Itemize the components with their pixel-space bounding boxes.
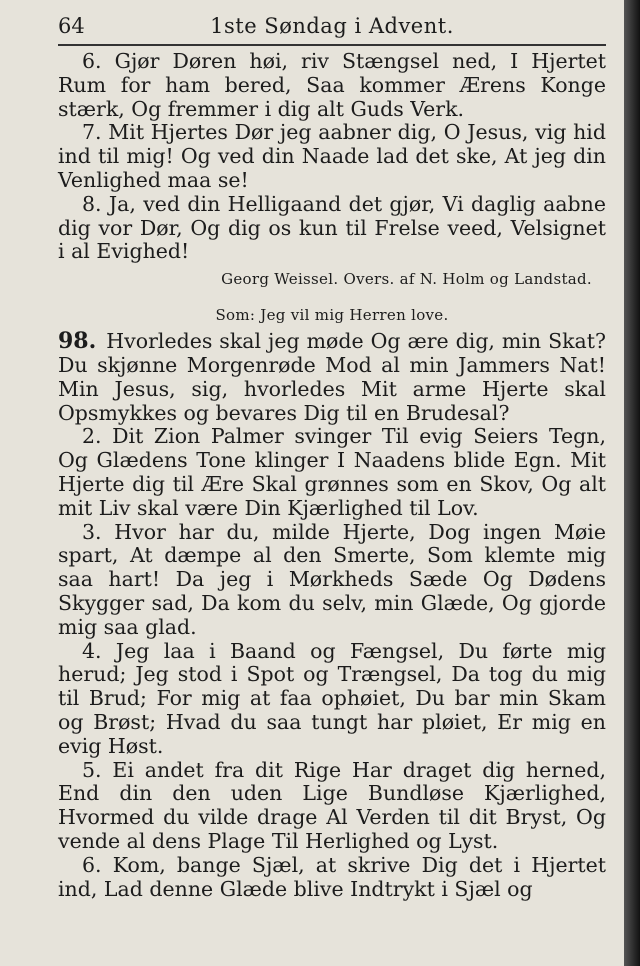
hymn-first-verse-text: Hvorledes skal jeg møde Og ære dig, min Skat? Du skjønne Morgenrøde Mod al min Jammers Nat! Min Jesus, sig, hvorledes Mit arme Hjerte skal Opsmykkes og bevares Dig til en Brudesal? — [58, 329, 606, 425]
verse: 6. Kom, bange Sjæl, at skrive Dig det i Hjertet ind, Lad denne Glæde blive Indtrykt i Sjæl og — [58, 852, 606, 901]
verse: 2. Dit Zion Palmer svinger Til evig Seiers Tegn, Og Glædens Tone klinger I Naadens blide Egn. Mit Hjerte dig til Ære Skal grønnes som en Skov, Og alt mit Liv skal være Din Kjærlighed til Lov. — [58, 424, 606, 520]
page-header — [58, 12, 606, 46]
verse: 7. Mit Hjertes Dør jeg aabner dig, O Jesus, vig hid ind til mig! Og ved din Naade lad det ske, At jeg din Venlighed maa se! — [58, 120, 606, 192]
verse: 4. Jeg laa i Baand og Fængsel, Du førte mig herud; Jeg stod i Spot og Trængsel, Da tog du mig til Brud; For mig at faa ophøiet, Du bar min Skam og Brøst; Hvad du saa tungt har pløiet, Er mig en evig Høst. — [58, 638, 606, 758]
verse: 8. Ja, ved din Helligaand det gjør, Vi daglig aabne dig vor Dør, Og dig os kun til Frelse veed, Velsignet i al Evighed! — [58, 191, 606, 264]
hymn-first-verse — [58, 330, 606, 425]
melody-note: Som: Jeg vil mig Herren love. — [215, 306, 449, 325]
verse: 3. Hvor har du, milde Hjerte, Dog ingen Møie spart, At dæmpe al den Smerte, Som klemte mig saa hart! Da jeg i Mørkheds Sæde Og Dødens Skygger sad, Da kom du selv, min Glæde, Og gjorde mig saa glad. — [58, 519, 606, 639]
verse: 5. Ei andet fra dit Rige Har draget dig herned, End din den uden Lige Bundløse Kjærlighed, Hvormed du vilde drage Al Verden til dit Bryst, Og vende al dens Plage Til Herlighed og Lyst. — [58, 757, 606, 853]
hymn-number: 98. — [58, 328, 97, 355]
verse: 6. Gjør Døren høi, riv Stængsel ned, I Hjertet Rum for ham bered, Saa kommer Ærens Konge stærk, Og fremmer i dig alt Guds Verk. — [58, 49, 606, 121]
page-edge-shadow — [624, 0, 640, 966]
page-number: 64 — [58, 14, 85, 38]
hymn-attribution: Georg Weissel. Overs. af N. Holm og Landstad. — [221, 270, 592, 289]
page-body — [58, 50, 606, 901]
running-title: 1ste Søndag i Advent. — [210, 14, 454, 38]
